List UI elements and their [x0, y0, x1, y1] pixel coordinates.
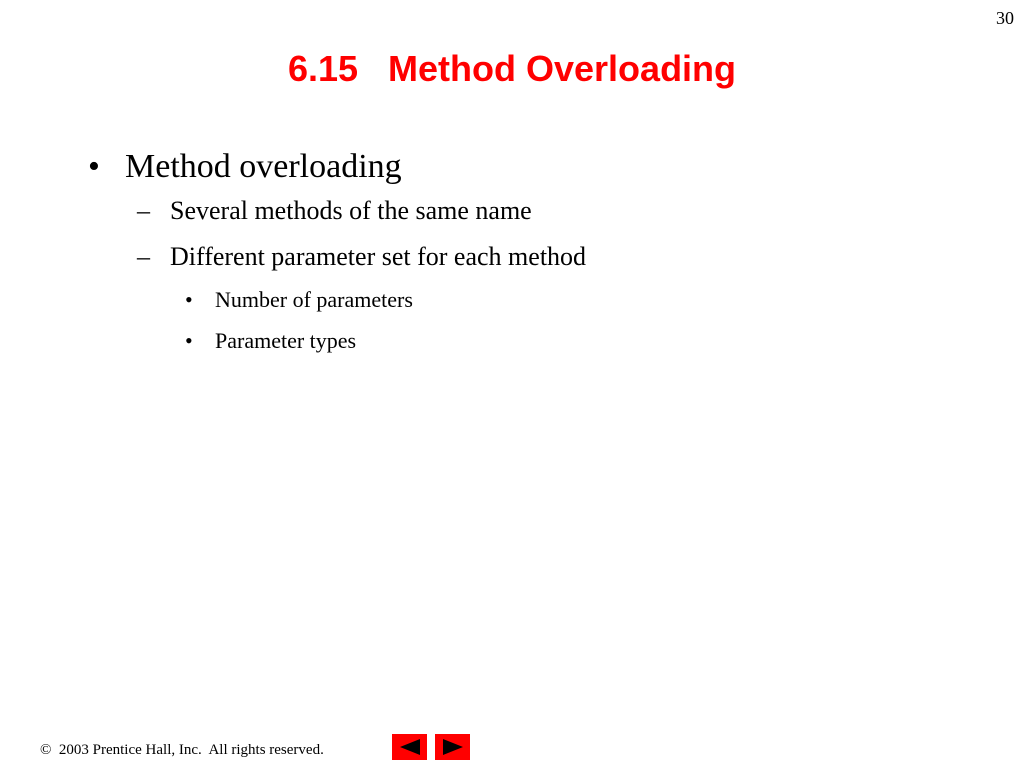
bullet-marker: • — [88, 148, 100, 185]
bullet-item-method-overloading — [88, 146, 586, 188]
subsubbullet-text: Number of parameters — [215, 287, 413, 312]
subbullet-text: Several methods of the same name — [170, 196, 532, 225]
slide-number: 30 — [996, 8, 1014, 28]
slide-navigation — [392, 734, 470, 760]
subbullet-item-parameter-set — [137, 240, 586, 274]
bullet-text: Method overloading — [125, 148, 402, 185]
right-triangle-icon — [441, 738, 465, 756]
subsubbullet-text: Parameter types — [215, 328, 357, 353]
bullet-marker: • — [185, 328, 193, 353]
bullet-marker: • — [185, 287, 193, 312]
left-triangle-icon — [398, 738, 422, 756]
next-slide-button[interactable] — [435, 734, 470, 760]
previous-slide-button[interactable] — [392, 734, 427, 760]
subbullet-text: Different parameter set for each method — [170, 242, 587, 271]
subbullet-item-same-name — [137, 194, 586, 228]
dash-marker: – — [137, 196, 150, 225]
bullet-list — [88, 146, 586, 368]
slide-title: 6.15 Method Overloading — [287, 48, 737, 89]
footer-copyright: © 2003 Prentice Hall, Inc. All rights reserved. — [40, 742, 324, 758]
dash-marker: – — [137, 242, 150, 271]
subsubbullet-item-parameter-types — [185, 327, 586, 355]
subsubbullet-item-number-of-parameters — [185, 286, 586, 314]
